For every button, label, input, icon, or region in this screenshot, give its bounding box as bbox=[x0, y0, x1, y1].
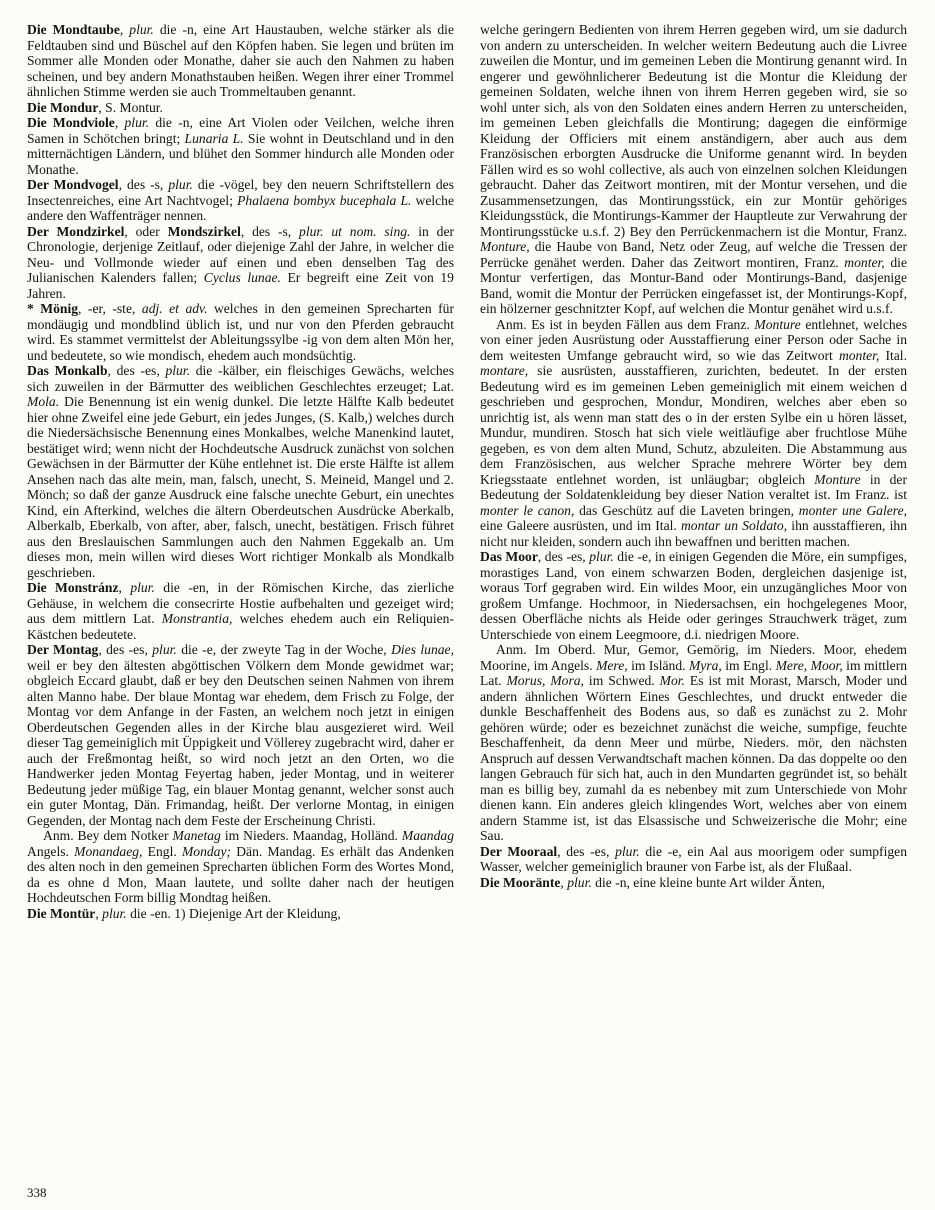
body-text: , -er, -ste, bbox=[78, 301, 142, 316]
body-text: , des -s, bbox=[240, 223, 300, 239]
entry-paragraph bbox=[480, 642, 907, 844]
body-text: , bbox=[560, 874, 568, 890]
body-text: die Montur verfertigen, das Montur-Band oder Montirungs-Band, dasjenige Band, womit die Montur der Perrücken eingefasset ist, der Montirungs-Kopf, ein hölzerner geschnitzter Kopf, auf welchen die Montur genähet wird u.s.f. bbox=[480, 254, 907, 316]
body-text: , des -es, bbox=[557, 843, 616, 859]
body-text: Dän. Mandag. Es erhält das Andenken des alten noch in den gemeinen Sprecharten üblichen Form des Wortes Mond, da es ohne d Mon, Maan lautete, und sollte daher nach der heutigen Hochdeutschen Form billig Mondtag heißen. bbox=[27, 843, 455, 905]
body-text: die -e, ein Aal aus moorigem oder sumpfigen Wasser, welcher gemeiniglich brauner von Farbe ist, als der Flußaal. bbox=[480, 843, 907, 874]
italic-text: plur. bbox=[124, 115, 150, 130]
italic-text: Monandaeg, bbox=[74, 843, 143, 859]
italic-text: Monture bbox=[814, 471, 861, 487]
body-text: , des -es, bbox=[98, 642, 153, 657]
body-text: Die Benennung ist ein wenig dunkel. Die letzte Hälfte Kalb bedeutet hier ohne Zweifel eine jede Geburt, ein jedes Junges, (S. Kalb,) welches durch die Niedersächsische Benennung eines Monkalbes, welche Manenkind lautet, bestätiget wird; wenn nicht der Hochdeutsche Ausdruck zunächst von solchen Gewächsen in der Bärmutter der Kühe entlehnet ist. Die erste Hälfte ist allem Ansehen nach das alte mein, man, falsch, unecht, S. Meineid, Mangel und 2. Mönch; so daß der ganze Ausdruck eine falsche unechte Geburt, ein unechtes Kind, ein Afterkind, welches die ältern Oberdeutschen Ausdrücke Aberkalb, Alberkalb, Eberkalb, von after, aber, falsch, unecht, bestätigen. Frisch führet aus den Breslauischen Sammlungen auch den Nahmen Eggekalb an. Um dieses mon, mein willen wird dieses Wort richtiger Monkalb als Mondkalb geschrieben. bbox=[27, 394, 454, 580]
body-text: im Engl. bbox=[721, 657, 776, 673]
body-text: , des -s, bbox=[118, 177, 169, 192]
italic-text: Maandag bbox=[401, 828, 454, 843]
body-text: sie ausrüsten, ausstaffieren, zurichten, bedeutet. In der ersten Bedeutung wird es im gemeinen Leben gemeiniglich mit einem weichen d geschrieben und gesprochen, Mondur, Mondiren, welches aber eben so unrichtig ist, als wenn man statt des o in der ersten Sylbe ein u hören lässet, Mundur, mundiren. Stosch hat sich viele weitläufige aber fruchtlose Mühe gegeben, es von dem alten Mund, Schutz, abzuleiten. Die Abstammung aus dem Französischen, aus welcher Sprache mehrere Wörter bey dem Kriegsstaate entlehnet worden, ist unläugbar; obgleich bbox=[480, 363, 907, 487]
entry-paragraph bbox=[27, 580, 454, 642]
italic-text: Phalaena bombyx bucephala L. bbox=[237, 192, 412, 208]
body-text: Angels. bbox=[27, 843, 75, 859]
body-text: , S. Montur. bbox=[98, 99, 163, 115]
headword: Das Monkalb bbox=[27, 363, 108, 378]
body-text: das Geschütz auf die Laveten bringen, bbox=[574, 502, 799, 518]
entry-paragraph bbox=[27, 363, 454, 580]
page-number: 338 bbox=[27, 1185, 47, 1200]
italic-text: Mola. bbox=[27, 394, 60, 409]
body-text: , des -es, bbox=[537, 549, 590, 564]
body-text: welche andere den Waffenträger nennen. bbox=[27, 192, 455, 223]
body-text: die -en, in der Römischen Kirche, das zierliche Gehäuse, in welchem die consecrirte Hostie aufbehalten und gezeiget wird; aus dem mittlern Lat. bbox=[27, 580, 454, 626]
italic-text: Monday; bbox=[181, 843, 232, 859]
entry-paragraph bbox=[480, 549, 907, 642]
body-text: weil er bey den ältesten abgöttischen Völkern dem Monde gewidmet war; obgleich Eccard glaubt, daß er bey den Deutschen seinen Nahmen von ihrem alten Manno habe. Der blaue Montag war ehedem, dem Frisch zu Folge, der Montag vor dem Anfange in der Fasten, an welchem noch jetzt in einigen Oberdeutschen Gegenden alles in der Kirche blau ausgezieret wird. Weil dieser Tag gemeiniglich mit Üppigkeit und Völlerey zugebracht wird, daher er auch der Freßmontag heißt, so wird noch jetzt an den Orten, wo die Handwerker jeden Montag Feyertag haben, jeder Montag, und in weiterer Bedeutung jeder müßige Tag, ein blauer Montag genannt, welcher sonst auch ein guter Montag, Dän. Frimandag, heißt. Der verlorne Montag, in einigen Gegenden, der Montag nach dem Feste der Erscheinung Christi. bbox=[27, 657, 454, 828]
italic-text: Monstrantia, bbox=[161, 611, 233, 626]
headword: * Mönig bbox=[27, 301, 79, 316]
body-text: , des -es, bbox=[107, 363, 166, 378]
italic-text: Morus, Mora, bbox=[506, 673, 584, 688]
body-text: die -vögel, bey den neuern Schriftstellern des Insectenreiches, eine Art Nachtvogel; bbox=[27, 177, 454, 208]
left-column bbox=[27, 22, 454, 921]
italic-text: plur. bbox=[152, 642, 177, 657]
italic-text: plur. bbox=[567, 874, 592, 890]
italic-text: plur. ut nom. sing. bbox=[299, 223, 411, 239]
italic-text: montare, bbox=[480, 363, 529, 378]
body-text: die -kälber, ein fleischiges Gewächs, welches sich zuweilen in der Bärmutter des weiblichen Geschlechtes erzeuget; Lat. bbox=[27, 363, 454, 394]
body-text: die Haube von Band, Netz oder Zeug, auf welche die Tressen der Perrücke genähet werden. Daher das Zeitwort montiren, Franz. bbox=[480, 239, 907, 270]
body-text: welches ehedem auch ein Reliquien-Kästchen bedeutete. bbox=[27, 611, 454, 642]
body-text: , bbox=[95, 905, 103, 921]
text-columns bbox=[27, 22, 908, 921]
entry-paragraph bbox=[27, 642, 454, 828]
italic-text: Mere, Moor, bbox=[775, 657, 843, 673]
italic-text: Monture bbox=[754, 316, 801, 332]
body-text: Es ist mit Morast, Marsch, Moder und andern ähnlichen Wörtern Eines Geschlechtes, und druckt entweder die dunkle Beschaffenheit des Bodens aus, so daß es zunächst zu 2. Mohr gehören würde; oder es bezeichnet zunächst die weiche, sumpfige, feuchte Beschaffenheit, da denn Meer und mürbe, Nieders. mör, den nächsten Anspruch auf dessen Verwandtschaft machen können. Da das doppelte oo den langen Gebrauch für sich hat, auch in den Mundarten gegründet ist, so behält man es billig bey, zumahl da es nebenbey mit zum Unterschiede von Mohr dienen kann. Ein anderes gleich klingendes Wort, welches aber von einem andern Stamme ist, ist das Elsassische und Schweizerische die Mohr; eine Sau. bbox=[480, 673, 907, 843]
headword: Die Montür bbox=[27, 905, 96, 921]
italic-text: Manetag bbox=[172, 828, 221, 843]
body-text: , bbox=[114, 115, 125, 130]
body-text: im Isländ. bbox=[627, 657, 689, 673]
headword: Mondszirkel bbox=[167, 223, 241, 239]
headword: Der Mondvogel bbox=[27, 177, 119, 192]
headword: Die Mondtaube bbox=[27, 22, 120, 37]
body-text: die -en. 1) Diejenige Art der Kleidung, bbox=[126, 905, 341, 921]
body-text: Er begreift eine Zeit von 19 Jahren. bbox=[27, 270, 454, 301]
body-text: , bbox=[118, 580, 131, 595]
headword: Der Mondzirkel bbox=[27, 223, 125, 239]
italic-text: Lunaria L. bbox=[184, 130, 244, 146]
headword: Die Mooränte bbox=[480, 874, 561, 890]
italic-text: plur. bbox=[168, 177, 193, 192]
italic-text: adj. et adv. bbox=[141, 301, 208, 316]
italic-text: Cyclus lunae. bbox=[203, 270, 281, 285]
body-text: die -n, eine kleine bunte Art wilder Änten, bbox=[591, 874, 826, 890]
headword: Der Mooraal bbox=[480, 843, 558, 859]
body-text: in der Bedeutung der Soldatenkleidung bey dieser Nation veraltet ist. Im Franz. ist bbox=[480, 471, 907, 502]
entry-paragraph bbox=[480, 22, 907, 317]
body-text: die -n, eine Art Violen oder Veilchen, welche ihren Samen in Schötchen bringt; bbox=[27, 115, 454, 146]
italic-text: Monture, bbox=[480, 239, 530, 254]
body-text: die -e, der zweyte Tag in der Woche, bbox=[176, 642, 392, 657]
italic-text: monter une Galere, bbox=[798, 502, 907, 518]
italic-text: plur. bbox=[589, 549, 614, 564]
italic-text: Dies lunae, bbox=[391, 642, 454, 657]
entry-paragraph bbox=[480, 875, 907, 891]
body-text: in der Chronologie, derjenige Zeitlauf, oder diejenige Zahl der Jahre, in welcher die Neu- und Vollmonde wieder auf einen und eben denselben Tag des Julianischen Kalenders fallen; bbox=[27, 223, 454, 285]
right-column bbox=[480, 22, 907, 921]
italic-text: plur. bbox=[129, 22, 154, 37]
body-text: , bbox=[119, 22, 130, 37]
headword: Die Mondur bbox=[27, 99, 99, 115]
italic-text: montar un Soldato, bbox=[680, 518, 788, 533]
italic-text: Mor. bbox=[659, 673, 685, 688]
body-text: Anm. Im Oberd. Mur, Gemor, Gemörig, im Nieders. Moor, ehedem Moorine, im Angels. bbox=[480, 642, 907, 673]
headword: Der Montag bbox=[27, 642, 99, 657]
entry-paragraph bbox=[27, 301, 454, 363]
body-text: im Nieders. Maandag, Holländ. bbox=[220, 828, 402, 843]
body-text: Anm. Es ist in beyden Fällen aus dem Franz. bbox=[496, 316, 755, 332]
entry-paragraph bbox=[27, 115, 454, 177]
entry-paragraph bbox=[27, 22, 454, 100]
italic-text: monter le canon, bbox=[480, 502, 575, 518]
entry-paragraph bbox=[27, 100, 454, 116]
body-text: , oder bbox=[124, 223, 168, 239]
italic-text: plur. bbox=[102, 905, 127, 921]
body-text: eine Galeere ausrüsten, und im Ital. bbox=[480, 518, 681, 533]
italic-text: Myra, bbox=[688, 657, 722, 673]
entry-paragraph bbox=[27, 828, 454, 906]
entry-paragraph bbox=[480, 844, 907, 875]
body-text: die -n, eine Art Haustauben, welche stärker als die Feldtauben sind und Büschel auf den Köpfen haben. Sie legen und brüten im Sommer alle Monden oder Monathe, daher sie auch den Nahmen zu haben scheinen, und bey andern Monathstauben heißen. Wegen ihrer einer Trommel ähnlichen Stimme werden sie auch Trommeltauben genannt. bbox=[27, 22, 454, 99]
body-text: Engl. bbox=[142, 843, 182, 859]
body-text: Ital. bbox=[879, 347, 907, 363]
italic-text: plur. bbox=[165, 363, 190, 378]
body-text: Anm. Bey dem Notker bbox=[43, 828, 173, 843]
entry-paragraph bbox=[27, 224, 454, 302]
body-text: Sie wohnt in Deutschland und in den mitternächtigen Ländern, und blühet den Sommer hindurch alle Monden oder Monathe. bbox=[27, 130, 455, 177]
headword: Die Mondviole bbox=[27, 115, 115, 130]
body-text: welches in den gemeinen Sprecharten für mondäugig und mondblind üblich ist, und nur von den Pferden gebraucht wird. Es stammet vermittelst der Ableitungssylbe -ig von dem alten Mön her, und bedeutete, so wie mondisch, ehedem auch mondsüchtig. bbox=[27, 301, 454, 363]
entry-paragraph bbox=[27, 906, 454, 922]
body-text: entlehnet, welches von einer jeden Ausrüstung oder Ausstaffierung einer Person oder Sache in dem weitesten Umfange gebraucht wird, so wie das Zeitwort bbox=[480, 316, 907, 363]
body-text: welche geringern Bedienten von ihrem Herren gegeben wird, um sie dadurch von andern zu unterscheiden. In welcher weitern Bedeutung auch die Livree zuweilen die Montur, und im gemeinen Leben die Montirung genannt wird. In engerer und gewöhnlicherer Bedeutung ist die Montur die Kleidung der gemeinen Soldaten, welche ihnen von ihrem Herren gegeben wird, sie so wohl unter sich, als von den Soldaten eines andern Herren zu unterscheiden, im gemeinen Leben gleichfalls die Montirung; dagegen die einförmige Kleidung der Officiers mit einem anständigern, aber auch aus dem Französischen erborgten Ausdrucke die Uniforme genannt wird. In beyden Fällen wird es so wohl collective, als auch von einzelnen solchen Kleidungen gebraucht. Daher das Zeitwort montiren, mit der Montur versehen, und die Zusammensetzungen, das Montirungsstück, ein zur Montür gehöriges Kleidungsstück, die Montirungs-Kammer der Hauptleute zur Verwahrung der Montirungsstücke u.s.f. 2) Bey den Perrückenmachern ist die Montur, Franz. bbox=[480, 22, 907, 239]
entry-paragraph bbox=[480, 317, 907, 550]
italic-text: monter, bbox=[844, 254, 885, 270]
italic-text: plur. bbox=[615, 843, 640, 859]
italic-text: Mere, bbox=[596, 657, 628, 673]
italic-text: monter, bbox=[838, 347, 880, 363]
entry-paragraph bbox=[27, 177, 454, 224]
body-text: im Schwed. bbox=[583, 673, 660, 688]
body-text: im mittlern Lat. bbox=[480, 657, 908, 688]
headword: Das Moor bbox=[480, 549, 538, 564]
body-text: ihn ausstaffieren, ihn nicht nur kleiden, sondern auch ihn bewaffnen und beritten machen. bbox=[480, 518, 907, 549]
italic-text: plur. bbox=[130, 580, 155, 595]
headword: Die Monstránz bbox=[27, 580, 119, 595]
body-text: die -e, in einigen Gegenden die Möre, ein sumpfiges, morastiges Land, von einem schwarzen Boden, dergleichen dasjenige ist, woraus Torf gegraben wird. Ein wildes Moor, ein unzugängliches Moor von großem Umfange. Hochmoor, in Niedersachsen, ein hochgelegenes Moor, dessen Oberfläche nichts als Heide oder geringes Strauchwerk träget, zum Unterschiede von einem Leegmoore, d.i. niedrigen Moore. bbox=[480, 549, 908, 642]
